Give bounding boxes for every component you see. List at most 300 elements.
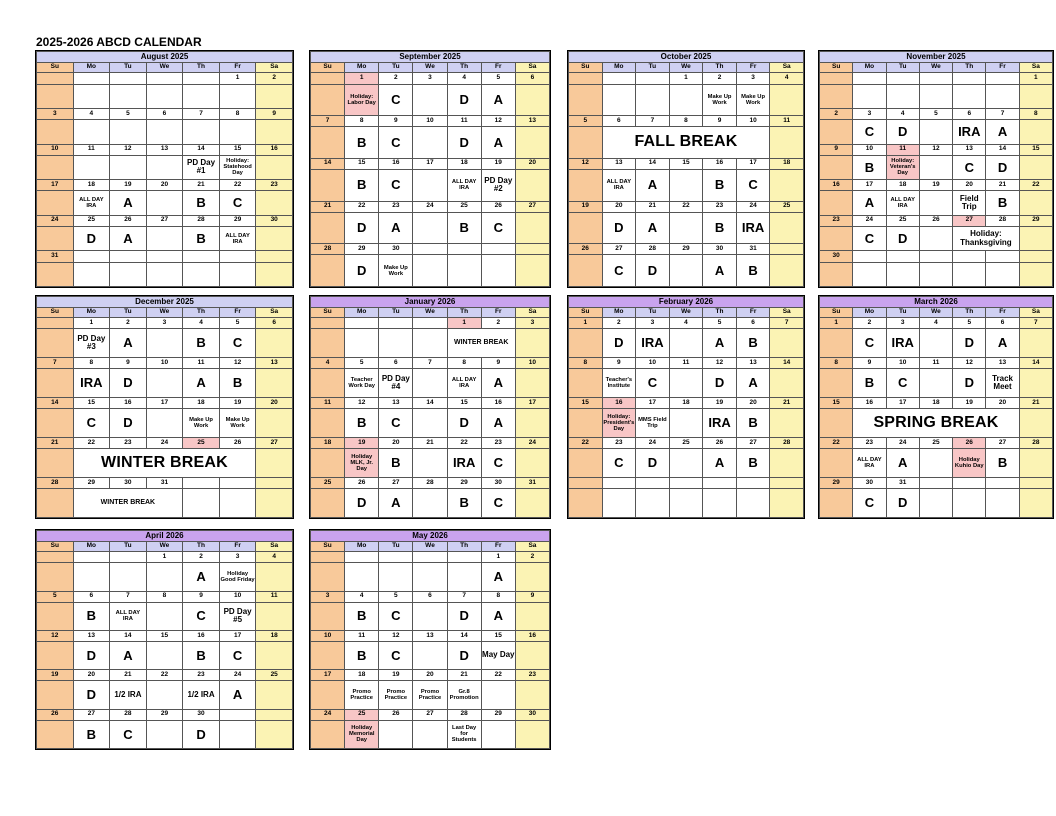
day-number: 28 [37,478,74,489]
day-cell [703,489,737,518]
day-cell [481,255,515,287]
day-cell [986,489,1019,518]
day-cell [413,720,447,748]
day-number: 26 [345,478,379,489]
day-cell [1019,120,1052,144]
day-number: 7 [986,108,1019,119]
day-schedule: Promo Practice [345,681,379,709]
day-number: 8 [146,591,183,602]
day-number: 15 [219,144,256,155]
month-november-2025 [818,50,1054,288]
weekday-label: We [146,63,183,73]
day-cell [569,409,603,438]
day-schedule: D [636,255,670,287]
day-number: 13 [256,358,293,369]
weekday-label: Fr [219,308,256,318]
day-number: 7 [413,358,447,369]
day-cell [919,191,952,215]
day-number: 3 [886,318,919,329]
day-number: 17 [37,180,74,191]
day-number: 18 [73,180,110,191]
day-number: 25 [311,478,345,489]
day-number: 1 [669,73,703,84]
day-cell [311,563,345,591]
day-cell [669,489,703,518]
day-cell [146,409,183,438]
weekday-label: Su [37,63,74,73]
day-cell [602,84,636,116]
day-number: 15 [146,630,183,641]
day-cell [820,155,853,179]
day-schedule: IRA [703,409,737,438]
day-number [110,73,147,84]
day-number: 27 [515,201,549,212]
weekday-label: Sa [770,63,804,73]
day-number: 26 [379,709,413,720]
day-cell [919,84,952,108]
day-cell [413,409,447,438]
day-cell [256,409,293,438]
day-cell [219,262,256,286]
day-number: 21 [37,438,74,449]
day-number: 4 [770,73,804,84]
day-number: 1 [820,318,853,329]
weekday-label: Th [447,63,481,73]
day-cell [669,212,703,244]
day-schedule: C [183,602,220,630]
day-number: 5 [703,318,737,329]
weekday-label: Su [820,308,853,318]
day-cell [146,155,183,179]
day-number: 26 [219,438,256,449]
day-schedule: C [886,369,919,398]
day-cell [569,169,603,201]
day-number [219,251,256,262]
weekday-label: Fr [481,308,515,318]
day-cell [256,329,293,358]
day-number: 20 [379,438,413,449]
day-schedule: C [379,84,413,116]
day-schedule: D [886,120,919,144]
day-schedule: C [853,120,886,144]
day-schedule: D [447,602,481,630]
day-schedule: A [481,127,515,159]
day-number [853,73,886,84]
day-number: 6 [413,591,447,602]
day-schedule: B [345,409,379,438]
day-cell [379,563,413,591]
day-number: 3 [736,73,770,84]
day-number: 18 [311,438,345,449]
weekday-label: Sa [1019,308,1052,318]
day-number: 17 [146,398,183,409]
day-schedule: Holiday: President's Day [602,409,636,438]
day-number: 25 [256,670,293,681]
day-cell [1019,329,1052,358]
weekday-label: Tu [110,308,147,318]
day-number: 28 [311,244,345,255]
weekday-label: We [146,542,183,552]
day-schedule: C [853,489,886,518]
day-cell [311,84,345,116]
day-cell [413,84,447,116]
day-number: 21 [311,201,345,212]
day-number: 11 [256,591,293,602]
day-number: 2 [256,73,293,84]
day-schedule: A [736,369,770,398]
day-number: 22 [481,670,515,681]
day-number: 5 [569,116,603,127]
day-cell [515,449,549,478]
weekday-label: Tu [379,542,413,552]
day-cell [311,602,345,630]
day-number [413,244,447,255]
day-number: 10 [515,358,549,369]
day-schedule: B [345,641,379,669]
day-schedule: B [447,212,481,244]
day-number: 30 [183,709,220,720]
day-schedule: C [853,329,886,358]
day-cell [669,449,703,478]
weekday-label: Tu [110,63,147,73]
day-number: 7 [311,116,345,127]
day-number: 11 [183,358,220,369]
day-cell [256,449,293,478]
day-schedule: D [345,489,379,518]
day-number [73,552,110,563]
day-number: 3 [37,108,74,119]
weekday-label: We [919,308,952,318]
day-schedule: D [986,155,1019,179]
day-cell [886,84,919,108]
day-schedule: D [447,84,481,116]
day-schedule: A [703,329,737,358]
day-schedule: Teacher Work Day [345,369,379,398]
day-schedule: Make Up Work [183,409,220,438]
day-number: 11 [345,630,379,641]
day-number: 21 [770,398,804,409]
day-cell [413,212,447,244]
day-cell [311,127,345,159]
day-number: 10 [37,144,74,155]
month-december-2025 [35,295,294,519]
day-cell [37,489,74,518]
day-cell [1019,409,1052,438]
day-schedule: D [73,681,110,709]
month-march-2026 [818,295,1054,519]
day-number: 16 [110,398,147,409]
day-cell [413,169,447,201]
day-number: 20 [953,180,986,191]
day-number: 11 [770,116,804,127]
day-schedule: IRA [736,212,770,244]
day-number: 10 [853,144,886,155]
day-number: 6 [256,318,293,329]
day-cell [986,262,1019,286]
weekday-label: Tu [379,308,413,318]
day-cell [256,641,293,669]
day-number: 22 [345,201,379,212]
day-cell [37,155,74,179]
day-cell [37,720,74,748]
day-schedule: C [481,212,515,244]
day-cell [636,489,670,518]
day-schedule: Holiday Good Friday [219,563,256,591]
day-number: 31 [736,244,770,255]
day-number: 25 [669,438,703,449]
day-cell [146,641,183,669]
day-number: 9 [379,116,413,127]
day-cell [669,255,703,287]
day-number [953,73,986,84]
weekday-label: We [669,63,703,73]
day-number: 12 [379,630,413,641]
day-cell [515,602,549,630]
day-number: 4 [256,552,293,563]
day-number: 19 [703,398,737,409]
day-number: 15 [481,630,515,641]
day-schedule: B [73,602,110,630]
day-schedule: B [986,449,1019,478]
day-number: 30 [481,478,515,489]
weekday-label: Tu [886,308,919,318]
day-number: 18 [770,158,804,169]
weekday-label: We [413,542,447,552]
day-number: 14 [1019,358,1052,369]
day-schedule: B [703,169,737,201]
day-schedule: Track Meet [986,369,1019,398]
day-number: 17 [311,670,345,681]
day-cell [256,84,293,108]
day-schedule: A [110,641,147,669]
day-number: 2 [110,318,147,329]
day-number [256,478,293,489]
day-cell [853,84,886,108]
day-number: 10 [636,358,670,369]
day-number [669,478,703,489]
day-schedule: C [953,155,986,179]
day-cell [146,191,183,215]
weekday-label: We [146,308,183,318]
day-number [73,251,110,262]
day-number [311,318,345,329]
day-number: 14 [110,630,147,641]
day-number: 10 [146,358,183,369]
day-number [602,478,636,489]
day-number: 2 [602,318,636,329]
weekday-label: Sa [256,63,293,73]
weekday-label: Mo [73,542,110,552]
day-cell [256,602,293,630]
month-title: December 2025 [37,297,293,308]
day-schedule: A [110,226,147,250]
day-number: 12 [345,398,379,409]
day-number: 12 [219,358,256,369]
day-number: 2 [820,108,853,119]
day-number: 1 [447,318,481,329]
weekday-label: Tu [636,308,670,318]
day-cell [413,602,447,630]
day-schedule: Holiday Kuhio Day [953,449,986,478]
day-number [770,478,804,489]
day-number: 5 [919,108,952,119]
day-cell [311,212,345,244]
day-cell [146,226,183,250]
day-number: 6 [602,116,636,127]
break-label: WINTER BREAK [73,449,256,478]
day-number: 27 [986,438,1019,449]
day-schedule: D [110,369,147,398]
day-number: 6 [146,108,183,119]
day-cell [447,563,481,591]
day-number: 5 [953,318,986,329]
day-cell [1019,262,1052,286]
day-number: 19 [37,670,74,681]
day-number: 24 [515,438,549,449]
day-cell [110,120,147,144]
day-schedule: ALL DAY IRA [447,169,481,201]
day-schedule: C [379,641,413,669]
day-number: 12 [110,144,147,155]
day-number: 19 [481,158,515,169]
day-number: 18 [345,670,379,681]
day-schedule: 1/2 IRA [183,681,220,709]
weekday-label: Sa [256,308,293,318]
day-cell [311,329,345,358]
day-number [183,73,220,84]
day-schedule: D [183,720,220,748]
weekday-label: Th [953,308,986,318]
day-number: 30 [379,244,413,255]
day-cell [569,489,603,518]
day-number: 16 [515,630,549,641]
day-number: 13 [515,116,549,127]
day-cell [820,226,853,250]
day-schedule: C [379,409,413,438]
day-number: 31 [886,478,919,489]
day-number: 10 [736,116,770,127]
day-number: 8 [345,116,379,127]
weekday-label: Tu [379,63,413,73]
day-number: 11 [919,358,952,369]
day-number: 1 [345,73,379,84]
day-schedule: C [379,602,413,630]
day-number: 5 [345,358,379,369]
day-schedule: Last Day for Students [447,720,481,748]
day-number: 28 [1019,438,1052,449]
day-schedule: ALL DAY IRA [853,449,886,478]
day-cell [515,720,549,748]
day-number: 21 [183,180,220,191]
day-cell [669,169,703,201]
day-schedule: B [853,369,886,398]
day-cell [183,489,220,518]
day-cell [820,84,853,108]
day-schedule: PD Day #5 [219,602,256,630]
day-number: 9 [256,108,293,119]
weekday-label: Sa [1019,63,1052,73]
day-number: 23 [703,201,737,212]
day-number: 13 [736,358,770,369]
day-number: 19 [569,201,603,212]
day-schedule: D [345,212,379,244]
day-cell [919,226,952,250]
day-number: 6 [986,318,1019,329]
day-number: 18 [447,158,481,169]
day-number: 28 [986,215,1019,226]
day-number: 9 [110,358,147,369]
day-schedule: B [183,641,220,669]
day-number: 13 [379,398,413,409]
day-cell [146,720,183,748]
month-title: March 2026 [820,297,1053,308]
day-number: 27 [413,709,447,720]
day-number: 27 [256,438,293,449]
day-number: 3 [146,318,183,329]
day-cell [515,641,549,669]
day-cell [515,563,549,591]
day-number: 23 [515,670,549,681]
day-schedule: IRA [886,329,919,358]
day-number: 17 [886,398,919,409]
day-cell [311,369,345,398]
day-number [636,478,670,489]
day-number: 25 [73,215,110,226]
day-schedule: D [703,369,737,398]
day-cell [853,262,886,286]
day-schedule: B [345,602,379,630]
day-number: 25 [183,438,220,449]
break-label: FALL BREAK [602,127,770,159]
day-cell [953,262,986,286]
day-schedule: B [219,369,256,398]
day-cell [146,120,183,144]
weekday-label: Tu [110,542,147,552]
day-schedule: Holiday Memorial Day [345,720,379,748]
day-number [636,73,670,84]
day-cell [311,489,345,518]
weekday-label: Su [569,308,603,318]
day-cell [447,255,481,287]
day-schedule: Make Up Work [703,84,737,116]
weekday-label: Th [183,308,220,318]
day-number [447,552,481,563]
day-schedule: A [110,329,147,358]
day-schedule: D [447,641,481,669]
day-schedule: A [183,369,220,398]
day-number [256,251,293,262]
day-cell [515,84,549,116]
day-cell [413,329,447,358]
day-number: 14 [770,358,804,369]
day-schedule: A [219,681,256,709]
day-number [345,318,379,329]
day-number: 23 [481,438,515,449]
day-number: 24 [413,201,447,212]
day-cell [73,120,110,144]
day-schedule: B [736,449,770,478]
day-number: 27 [146,215,183,226]
day-number: 1 [1019,73,1052,84]
day-schedule: B [703,212,737,244]
day-number [37,552,74,563]
weekday-label: Su [311,308,345,318]
day-number: 20 [73,670,110,681]
day-number: 31 [146,478,183,489]
day-schedule: Gr.8 Promotion [447,681,481,709]
day-cell [669,84,703,116]
day-schedule: ALL DAY IRA [602,169,636,201]
